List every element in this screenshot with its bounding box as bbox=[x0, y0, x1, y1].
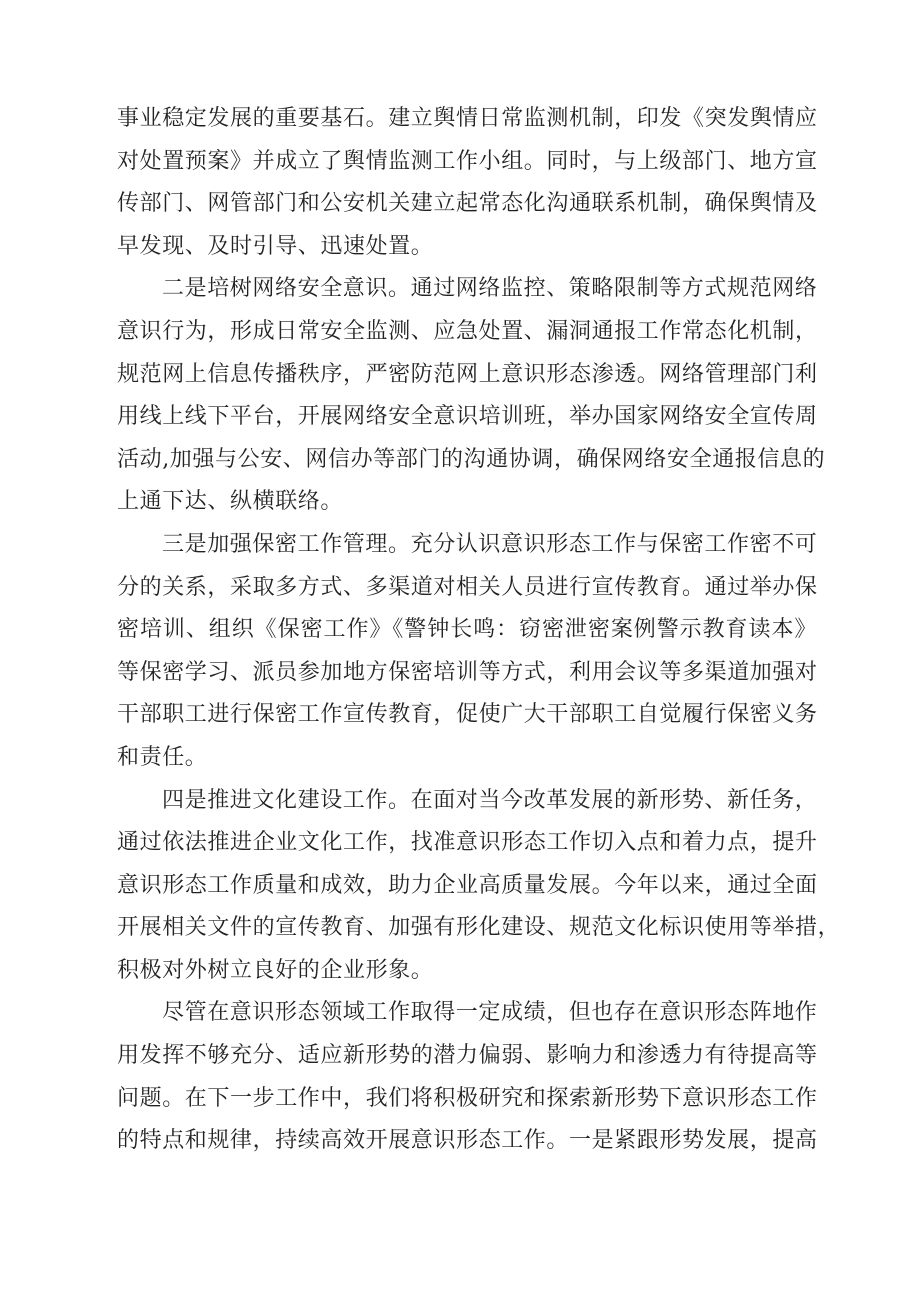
text-line: 尽管在意识形态领域工作取得一定成绩，但也存在意识形态阵地作 bbox=[162, 1000, 818, 1026]
text-line: 二是培树网络安全意识。通过网络监控、策略限制等方式规范网络 bbox=[162, 276, 818, 302]
text-line: 早发现、及时引导、迅速处置。 bbox=[117, 233, 434, 259]
paragraph-4 bbox=[117, 780, 841, 993]
paragraph-1 bbox=[117, 98, 817, 268]
body-text bbox=[117, 98, 841, 1163]
text-line: 规范网上信息传播秩序，严密防范网上意识形态渗透。网络管理部门利 bbox=[117, 361, 818, 387]
text-line: 四是推进文化建设工作。在面对当今改革发展的新形势、新任务， bbox=[162, 787, 818, 813]
text-line: 问题。在下一步工作中，我们将积极研究和探索新形势下意识形态工作 bbox=[117, 1085, 818, 1111]
text-line: 通过依法推进企业文化工作，找准意识形态工作切入点和着力点，提升 bbox=[117, 830, 818, 856]
text-line: 用线上线下平台，开展网络安全意识培训班，举办国家网络安全宣传周 bbox=[117, 404, 818, 430]
text-line: 密培训、组织《保密工作》《警钟长鸣：窃密泄密案例警示教育读本》 bbox=[117, 617, 817, 643]
text-line: 等保密学习、派员参加地方保密培训等方式，利用会议等多渠道加强对 bbox=[117, 659, 818, 685]
text-line: 开展相关文件的宣传教育、加强有形化建设、规范文化标识使用等举措， bbox=[117, 915, 841, 941]
text-line: 三是加强保密工作管理。充分认识意识形态工作与保密工作密不可 bbox=[162, 531, 818, 557]
paragraph-5 bbox=[117, 992, 817, 1162]
text-line: 对处置预案》并成立了舆情监测工作小组。同时，与上级部门、地方宣 bbox=[117, 148, 818, 174]
text-line: 的特点和规律，持续高效开展意识形态工作。一是紧跟形势发展，提高 bbox=[117, 1128, 818, 1154]
paragraph-3 bbox=[117, 524, 817, 780]
text-line: 意识行为，形成日常安全监测、应急处置、漏洞通报工作常态化机制， bbox=[117, 318, 818, 344]
text-line: 事业稳定发展的重要基石。建立舆情日常监测机制，印发《突发舆情应 bbox=[117, 106, 818, 131]
text-line: 干部职工进行保密工作宣传教育，促使广大干部职工自觉履行保密义务 bbox=[117, 702, 818, 728]
text-line: 上通下达、纵横联络。 bbox=[117, 489, 344, 515]
text-line: 积极对外树立良好的企业形象。 bbox=[117, 957, 434, 983]
paragraph-2 bbox=[117, 268, 826, 524]
text-line: 用发挥不够充分、适应新形势的潜力偏弱、影响力和渗透力有待提高等 bbox=[117, 1043, 818, 1069]
text-line: 意识形态工作质量和成效，助力企业高质量发展。今年以来，通过全面 bbox=[117, 872, 818, 898]
text-line: 传部门、网管部门和公安机关建立起常态化沟通联系机制，确保舆情及 bbox=[117, 191, 818, 217]
text-line: 分的关系，采取多方式、多渠道对相关人员进行宣传教育。通过举办保 bbox=[117, 574, 818, 600]
text-line: 和责任。 bbox=[117, 744, 208, 770]
text-line: 活动,加强与公安、网信办等部门的沟通协调，确保网络安全通报信息的 bbox=[117, 446, 826, 472]
